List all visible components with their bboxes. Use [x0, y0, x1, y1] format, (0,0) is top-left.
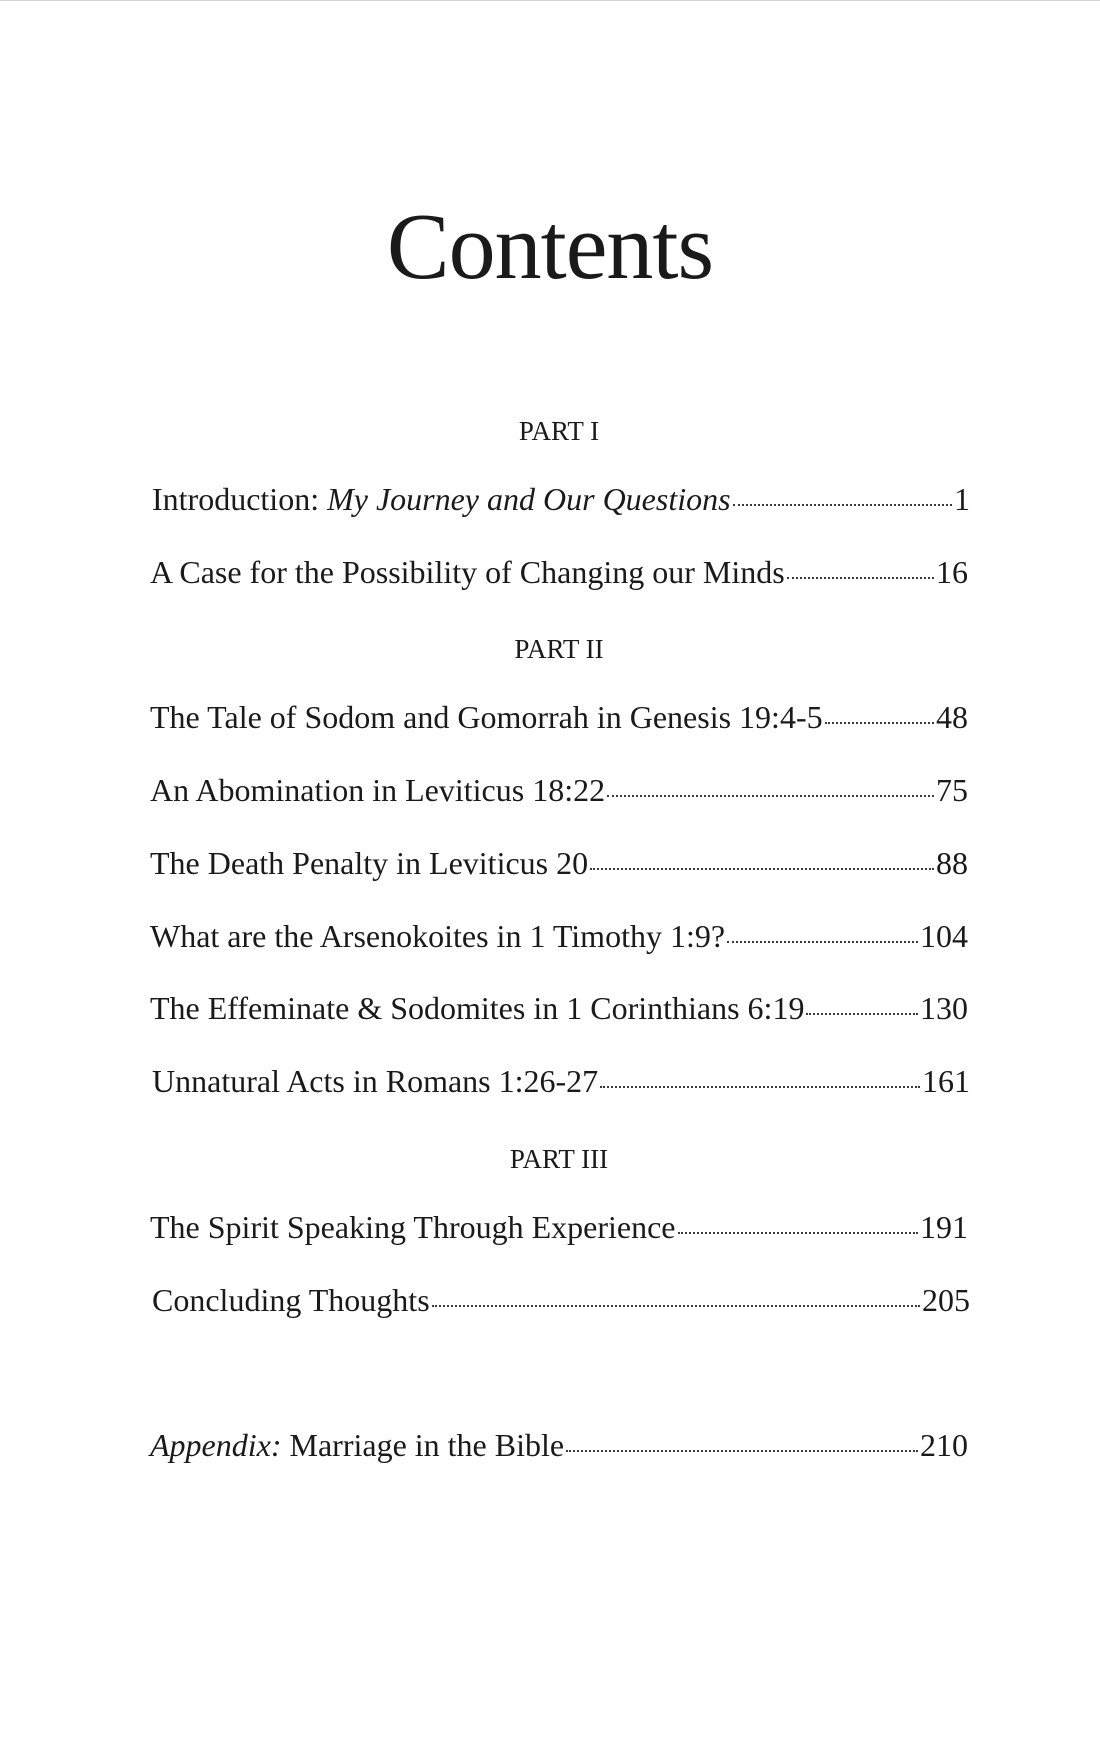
toc-entry-sodom-gomorrah[interactable] — [150, 700, 968, 735]
toc-entry-title: A Case for the Possibility of Changing our Minds — [150, 554, 785, 590]
dot-leader — [787, 577, 934, 579]
dot-leader — [727, 941, 918, 943]
dot-leader — [600, 1086, 920, 1088]
toc-entry-title: The Death Penalty in Leviticus 20 — [150, 845, 589, 881]
toc-entry-page: 75 — [936, 772, 968, 808]
dot-leader — [590, 868, 934, 870]
toc-entry-introduction[interactable] — [152, 482, 970, 517]
dot-leader — [733, 504, 952, 506]
page-top-rule — [0, 0, 1100, 1]
dot-leader — [432, 1305, 920, 1307]
dot-leader — [678, 1232, 919, 1234]
toc-entry-title: Unnatural Acts in Romans 1:26-27 — [152, 1063, 599, 1099]
dot-leader — [806, 1013, 918, 1015]
toc-entry-effeminate-sodomites[interactable] — [150, 991, 968, 1026]
toc-entry-death-penalty[interactable] — [150, 846, 968, 881]
toc-entry-title: What are the Arsenokoites in 1 Timothy 1:9? — [150, 918, 726, 954]
toc-entry-page: 104 — [920, 918, 968, 954]
toc-entry-title: The Tale of Sodom and Gomorrah in Genesis 19:4-5 — [150, 699, 823, 735]
toc-entry-abomination-leviticus[interactable] — [150, 773, 968, 808]
toc-entry-unnatural-acts[interactable] — [152, 1064, 970, 1099]
toc-entry-concluding-thoughts[interactable] — [152, 1283, 970, 1318]
part-heading-2: PART II — [514, 634, 604, 664]
dot-leader — [566, 1450, 918, 1452]
toc-entry-title: The Spirit Speaking Through Experience — [150, 1209, 676, 1245]
dot-leader — [607, 795, 934, 797]
toc-entry-title: Introduction: My Journey and Our Questions — [152, 481, 731, 517]
toc-entry-page: 210 — [920, 1427, 968, 1463]
toc-entry-arsenokoites[interactable] — [150, 919, 968, 954]
part-heading-1: PART I — [518, 416, 600, 446]
toc-entry-spirit-speaking[interactable] — [150, 1210, 968, 1245]
toc-entry-page: 130 — [920, 990, 968, 1026]
toc-entry-title: Concluding Thoughts — [152, 1282, 430, 1318]
toc-entry-page: 88 — [936, 845, 968, 881]
toc-entry-title: The Effeminate & Sodomites in 1 Corinthians 6:19 — [150, 990, 805, 1026]
toc-entry-title: An Abomination in Leviticus 18:22 — [150, 772, 606, 808]
dot-leader — [825, 722, 934, 724]
toc-entry-title: Appendix: Marriage in the Bible — [150, 1427, 565, 1463]
toc-entry-appendix[interactable] — [150, 1428, 968, 1463]
toc-entry-page: 1 — [954, 481, 970, 517]
part-heading-3: PART III — [509, 1144, 609, 1174]
toc-entry-page: 48 — [936, 699, 968, 735]
toc-entry-page: 161 — [922, 1063, 970, 1099]
page-title: Contents — [386, 195, 714, 299]
toc-entry-page: 191 — [920, 1209, 968, 1245]
toc-entry-page: 16 — [936, 554, 968, 590]
toc-entry-case-for-changing-minds[interactable] — [150, 555, 968, 590]
toc-entry-page: 205 — [922, 1282, 970, 1318]
